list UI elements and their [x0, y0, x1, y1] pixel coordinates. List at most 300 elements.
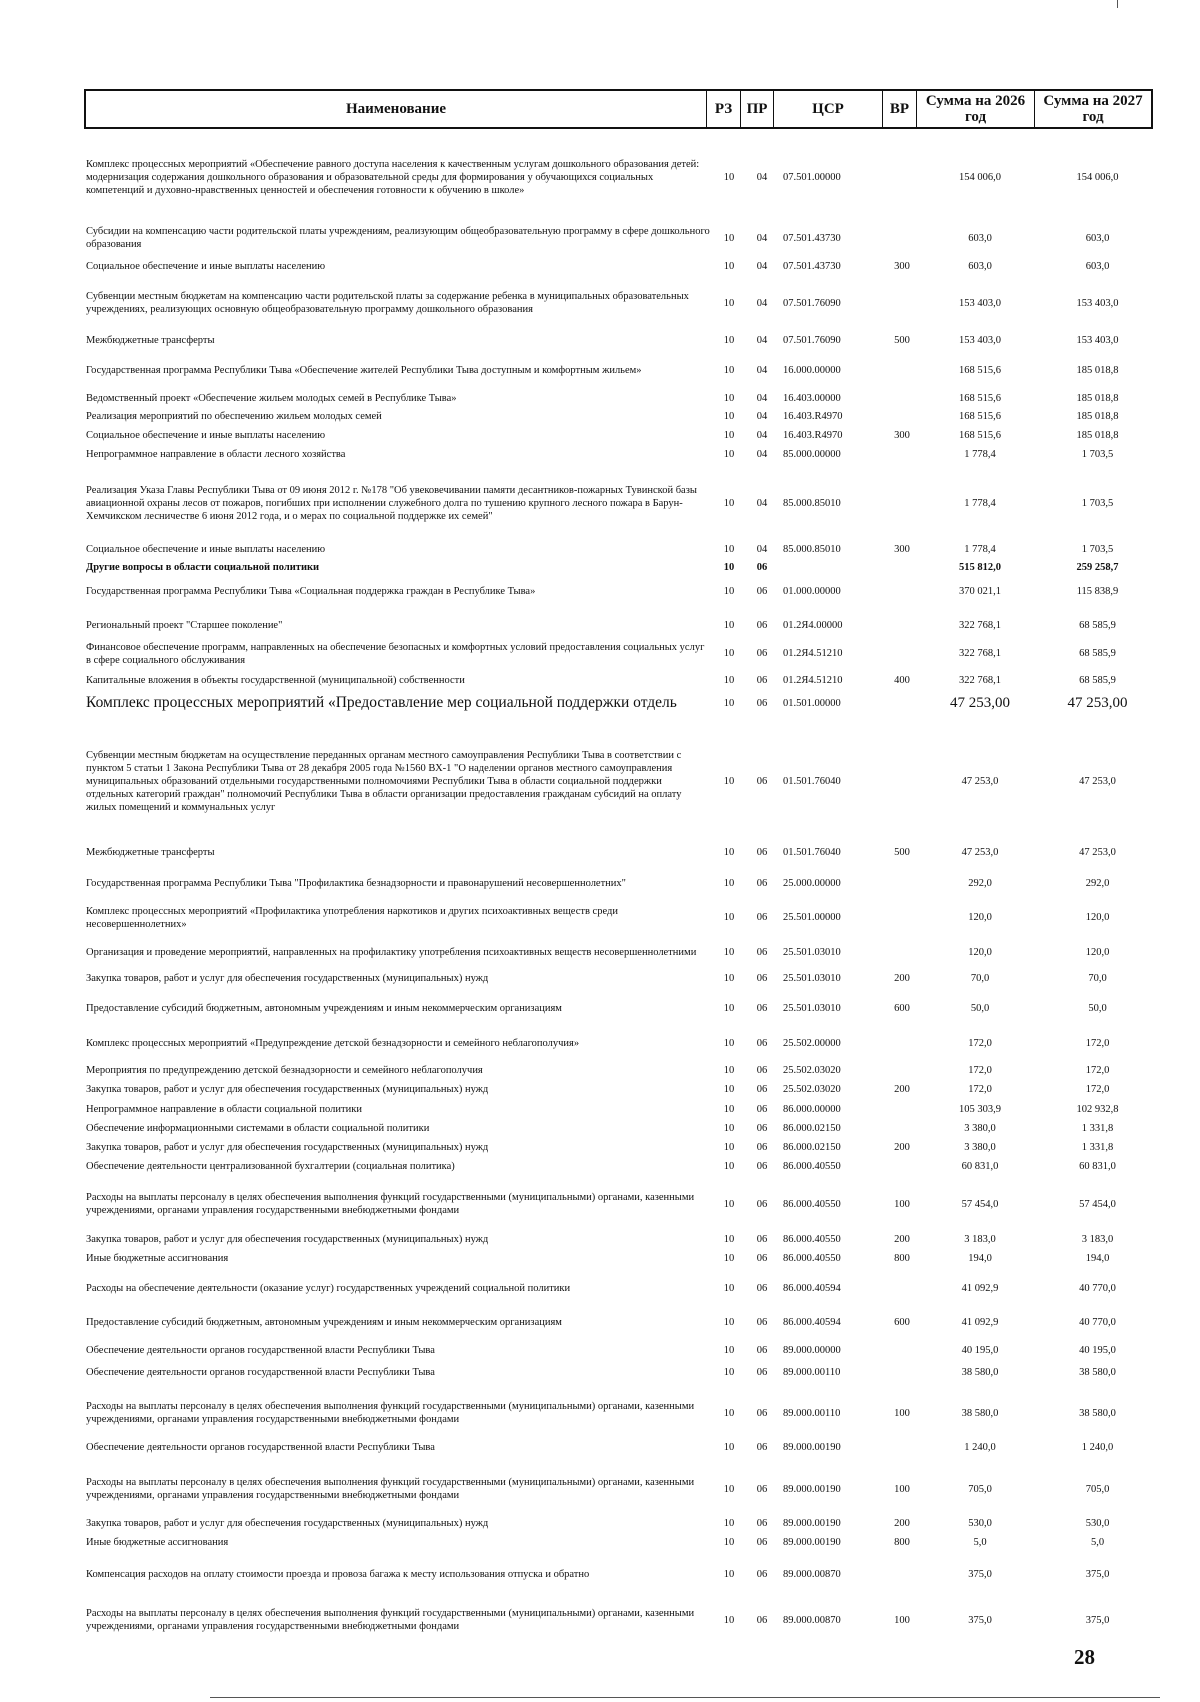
row-sum-2027: 70,0: [1088, 972, 1107, 984]
row-rz: 10: [723, 232, 735, 244]
row-rz: 10: [723, 1316, 735, 1328]
row-vr: [887, 617, 917, 633]
row-csr: 07.501.76090: [783, 334, 841, 346]
row-vr: [887, 692, 917, 714]
row-csr: 01.501.76040: [783, 846, 841, 858]
row-sum-2026: 38 580,0: [961, 1407, 999, 1419]
row-sum-2026: 1 778,4: [964, 448, 996, 460]
table-row: [0, 1342, 1200, 1358]
row-sum-2027: 185 018,8: [1076, 429, 1119, 441]
row-sum-2027: 47 253,0: [1079, 846, 1116, 858]
row-sum-2027: 530,0: [1085, 1517, 1110, 1529]
row-csr: 25.502.03020: [783, 1083, 841, 1095]
row-name: Другие вопросы в области социальной политики: [86, 561, 320, 573]
row-vr: 600: [894, 1002, 910, 1014]
row-vr: 500: [894, 334, 910, 346]
table-row: [0, 1081, 1200, 1097]
table-row: [0, 1062, 1200, 1078]
row-vr: 200: [894, 1083, 910, 1095]
row-sum-2027: 38 580,0: [1079, 1407, 1116, 1419]
row-name: Расходы на выплаты персоналу в целях обеспечения выполнения функций государственными (муниципальными) органами, казенными учреждениями, органами управления государственными внебюджетными фондами: [86, 1401, 695, 1425]
row-csr: 86.000.02150: [783, 1141, 841, 1153]
row-csr: 07.501.76090: [783, 297, 841, 309]
header-pr: ПР: [741, 91, 774, 127]
row-rz: 10: [723, 334, 735, 346]
table-row: [0, 1465, 1200, 1513]
row-rz: 10: [723, 912, 735, 923]
row-sum-2027: 375,0: [1085, 1614, 1110, 1626]
row-csr: 16.403.00000: [783, 392, 841, 404]
row-name: Расходы на обеспечение деятельности (оказание услуг) государственных учреждений социальной политики: [86, 1282, 571, 1294]
row-name: Непрограммное направление в области лесного хозяйства: [86, 448, 346, 460]
row-rz: 10: [723, 561, 735, 573]
row-rz: 10: [723, 1282, 735, 1294]
row-sum-2027: 40 770,0: [1079, 1316, 1116, 1328]
row-rz: 10: [723, 619, 735, 631]
row-csr: 89.000.00870: [783, 1569, 841, 1580]
row-pr: 06: [756, 972, 768, 984]
row-pr: 06: [756, 1517, 768, 1529]
row-csr: 89.000.00190: [783, 1483, 841, 1495]
row-pr: 06: [756, 1569, 768, 1580]
row-sum-2027: 68 585,9: [1079, 674, 1116, 686]
row-sum-2026: 47 253,00: [950, 694, 1010, 711]
row-pr: 04: [756, 365, 768, 376]
row-vr: [887, 867, 917, 900]
row-sum-2026: 57 454,0: [961, 1198, 999, 1210]
row-pr: 04: [756, 232, 768, 244]
row-vr: [887, 1062, 917, 1078]
row-vr: [887, 225, 917, 251]
scan-artifact-mark: [1117, 0, 1118, 8]
row-sum-2026: 3 183,0: [964, 1233, 996, 1245]
row-rz: 10: [723, 1483, 735, 1495]
row-pr: 04: [756, 172, 768, 183]
row-vr: [887, 1342, 917, 1358]
row-sum-2027: 50,0: [1088, 1002, 1107, 1014]
row-vr: [887, 1120, 917, 1136]
row-name: Обеспечение информационными системами в области социальной политики: [86, 1122, 430, 1134]
row-vr: [887, 902, 917, 933]
row-sum-2026: 172,0: [968, 1083, 992, 1095]
row-sum-2027: 185 018,8: [1076, 410, 1119, 422]
row-rz: 10: [723, 1103, 735, 1115]
row-pr: 06: [756, 1344, 768, 1356]
row-name: Государственная программа Республики Тыва "Профилактика безнадзорности и правонарушений несовершеннолетних": [86, 878, 626, 889]
row-name: Региональный проект "Старшее поколение": [86, 619, 283, 631]
row-csr: 25.501.03010: [783, 947, 841, 958]
row-name: Обеспечение деятельности органов государственной власти Республики Тыва: [86, 1344, 435, 1356]
row-vr: 600: [894, 1316, 910, 1328]
row-sum-2026: 40 195,0: [961, 1344, 999, 1356]
row-sum-2026: 370 021,1: [959, 585, 1001, 597]
row-name: Обеспечение деятельности централизованной бухгалтерии (социальная политика): [86, 1160, 455, 1172]
row-csr: 25.502.00000: [783, 1037, 841, 1049]
row-rz: 10: [723, 410, 735, 422]
row-csr: 89.000.00110: [783, 1407, 841, 1419]
row-pr: 06: [756, 912, 768, 923]
row-sum-2027: 120,0: [1085, 912, 1110, 923]
table-row: [0, 1596, 1200, 1644]
row-sum-2026: 38 580,0: [961, 1366, 999, 1378]
row-csr: 86.000.40550: [783, 1233, 841, 1245]
row-csr: 89.000.00190: [783, 1441, 841, 1453]
table-row: [0, 1101, 1200, 1117]
row-vr: 400: [894, 674, 910, 686]
page-number: 28: [1074, 1645, 1095, 1669]
row-sum-2027: 40 770,0: [1079, 1282, 1116, 1294]
row-name: Закупка товаров, работ и услуг для обеспечения государственных (муниципальных) нужд: [86, 1517, 489, 1529]
row-sum-2027: 47 253,00: [1067, 694, 1128, 711]
row-name: Закупка товаров, работ и услуг для обеспечения государственных (муниципальных) нужд: [86, 1083, 489, 1095]
row-rz: 10: [723, 674, 735, 686]
row-name: Обеспечение деятельности органов государственной власти Республики Тыва: [86, 1441, 435, 1453]
row-rz: 10: [723, 947, 735, 958]
row-pr: 06: [756, 1002, 768, 1014]
row-csr: 01.000.00000: [783, 585, 841, 597]
table-row: [0, 427, 1200, 443]
row-rz: 10: [723, 697, 735, 709]
row-csr: 07.501.00000: [783, 172, 841, 183]
row-vr: 100: [894, 1407, 910, 1419]
row-vr: [887, 731, 917, 832]
table-row: [0, 1180, 1200, 1228]
row-rz: 10: [723, 1366, 735, 1378]
row-csr: 01.2Я4.51210: [783, 674, 843, 686]
row-sum-2026: 322 768,1: [959, 648, 1001, 659]
table-row: [0, 1280, 1200, 1296]
row-csr: 25.501.00000: [783, 912, 841, 923]
row-vr: [887, 408, 917, 424]
table-row: [0, 1231, 1200, 1247]
row-csr: 07.501.43730: [783, 260, 841, 272]
row-rz: 10: [723, 1407, 735, 1419]
row-sum-2027: 68 585,9: [1079, 648, 1116, 659]
header-csr: ЦСР: [774, 91, 883, 127]
row-sum-2026: 70,0: [970, 972, 990, 984]
row-sum-2026: 153 403,0: [959, 334, 1001, 346]
row-sum-2027: 603,0: [1085, 260, 1110, 272]
row-csr: 86.000.40550: [783, 1160, 841, 1172]
row-sum-2026: 1 778,4: [964, 543, 996, 555]
row-name: Ведомственный проект «Обеспечение жильем молодых семей в Республике Тыва»: [86, 392, 457, 404]
row-rz: 10: [723, 543, 735, 555]
row-pr: 04: [756, 392, 768, 404]
row-sum-2027: 5,0: [1090, 1536, 1105, 1548]
row-vr: 500: [894, 846, 910, 858]
row-vr: [887, 143, 917, 212]
row-sum-2026: 292,0: [968, 878, 992, 889]
row-pr: 06: [756, 1483, 768, 1495]
row-sum-2026: 47 253,0: [961, 846, 999, 858]
row-pr: 06: [756, 1064, 768, 1076]
row-pr: 04: [756, 497, 768, 509]
row-sum-2026: 60 831,0: [961, 1160, 999, 1172]
row-name: Государственная программа Республики Тыва «Обеспечение жителей Республики Тыва доступным и комфортным жильем»: [86, 365, 642, 376]
row-rz: 10: [723, 1536, 735, 1548]
row-csr: 16.403.R4970: [783, 429, 843, 441]
row-sum-2026: 705,0: [968, 1483, 992, 1495]
row-pr: 06: [756, 1160, 768, 1172]
table-row: [0, 332, 1200, 348]
table-row: [0, 1439, 1200, 1455]
row-name: Закупка товаров, работ и услуг для обеспечения государственных (муниципальных) нужд: [86, 1233, 489, 1245]
row-vr: [887, 468, 917, 538]
table-row: [0, 1158, 1200, 1174]
row-sum-2026: 105 303,9: [959, 1103, 1001, 1115]
row-vr: 300: [894, 543, 910, 555]
row-csr: 01.501.00000: [783, 697, 841, 709]
row-sum-2026: 41 092,9: [961, 1316, 999, 1328]
row-sum-2026: 603,0: [968, 260, 992, 272]
row-rz: 10: [723, 1517, 735, 1529]
row-rz: 10: [723, 1002, 735, 1014]
row-pr: 04: [756, 334, 768, 346]
row-pr: 06: [756, 1037, 768, 1049]
row-name: Расходы на выплаты персоналу в целях обеспечения выполнения функций государственными (муниципальными) органами, казенными учреждениями, органами управления государственными внебюджетными фондами: [86, 1477, 695, 1501]
row-sum-2026: 172,0: [968, 1037, 992, 1049]
row-name: Организация и проведение мероприятий, направленных на профилактику употребления психоактивных веществ несовершеннолетними: [86, 947, 697, 958]
row-pr: 06: [756, 878, 768, 889]
row-csr: 89.000.00190: [783, 1536, 841, 1548]
row-vr: 800: [894, 1536, 910, 1548]
row-name: Межбюджетные трансферты: [86, 846, 215, 858]
row-name: Финансовое обеспечение программ, направленных на обеспечение безопасных и комфортных условий предоставления социальных услуг в сфере социального обслуживания: [86, 641, 705, 666]
row-pr: 04: [756, 543, 768, 555]
table-row: [0, 692, 1200, 714]
row-sum-2027: 603,0: [1085, 232, 1110, 244]
row-csr: 86.000.00000: [783, 1103, 841, 1115]
row-vr: [887, 390, 917, 406]
header-sum-2027: Сумма на 2027 год: [1043, 93, 1143, 125]
row-rz: 10: [723, 1614, 735, 1626]
table-row: [0, 279, 1200, 327]
row-name: Закупка товаров, работ и услуг для обеспечения государственных (муниципальных) нужд: [86, 972, 489, 984]
row-pr: 06: [756, 1316, 768, 1328]
row-sum-2026: 154 006,0: [959, 172, 1001, 183]
row-pr: 06: [756, 1366, 768, 1378]
row-sum-2026: 50,0: [970, 1002, 990, 1014]
row-pr: 06: [756, 619, 768, 631]
row-vr: 800: [894, 1252, 910, 1264]
row-csr: 86.000.40594: [783, 1282, 841, 1294]
table-row: [0, 638, 1200, 669]
table-row: [0, 390, 1200, 406]
row-csr: 01.2Я4.00000: [783, 619, 843, 631]
row-vr: [887, 583, 917, 599]
row-rz: 10: [723, 972, 735, 984]
row-rz: 10: [723, 1064, 735, 1076]
row-sum-2026: 168 515,6: [959, 429, 1001, 441]
row-sum-2026: 1 240,0: [964, 1441, 996, 1453]
row-sum-2027: 153 403,0: [1076, 297, 1119, 309]
row-sum-2026: 47 253,0: [961, 776, 999, 787]
row-pr: 06: [756, 1614, 768, 1626]
table-row: [0, 1139, 1200, 1155]
row-csr: 25.502.03020: [783, 1064, 841, 1076]
row-csr: 89.000.00870: [783, 1614, 841, 1626]
row-sum-2026: 375,0: [968, 1614, 992, 1626]
row-sum-2026: 41 092,9: [961, 1282, 999, 1294]
row-sum-2027: 292,0: [1085, 878, 1110, 889]
row-pr: 06: [756, 1083, 768, 1095]
row-sum-2027: 705,0: [1085, 1483, 1110, 1495]
header-rz: РЗ: [707, 91, 741, 127]
row-pr: 06: [756, 1198, 768, 1210]
row-pr: 06: [756, 1407, 768, 1419]
row-sum-2027: 172,0: [1085, 1064, 1110, 1076]
row-sum-2026: 120,0: [968, 947, 992, 958]
row-sum-2027: 47 253,0: [1079, 776, 1116, 787]
row-name: Социальное обеспечение и иные выплаты населению: [86, 260, 326, 272]
row-vr: 200: [894, 1233, 910, 1245]
row-vr: 200: [894, 1517, 910, 1529]
row-pr: 06: [756, 1141, 768, 1153]
row-sum-2027: 153 403,0: [1076, 334, 1119, 346]
table-row: [0, 446, 1200, 462]
row-name: Капитальные вложения в объекты государственной (муниципальной) собственности: [86, 674, 465, 686]
row-vr: [887, 937, 917, 968]
table-row: [0, 937, 1200, 968]
row-rz: 10: [723, 648, 735, 659]
row-sum-2026: 194,0: [968, 1252, 992, 1264]
row-name: Иные бюджетные ассигнования: [86, 1252, 229, 1264]
row-name: Расходы на выплаты персоналу в целях обеспечения выполнения функций государственными (муниципальными) органами, казенными учреждениями, органами управления государственными внебюджетными фондами: [86, 1192, 695, 1216]
row-vr: 300: [894, 260, 910, 272]
row-vr: 100: [894, 1198, 910, 1210]
row-name: Субвенции местным бюджетам на осуществление переданных органам местного самоуправления Республики Тыва в соответствии с пунктом 5 статьи 1 Закона Республики Тыва от 28 декабря 2005 года №1560 ВХ-1 "О наделении органов местного самоуправления муниципальных образований отдельными государственными полномочиями Республики Тыва в области социальной поддержки отдельных категорий граждан" полномочий Республики Тыва в области организации предоставления гражданам субсидий на оплату жилых помещений и коммунальных услуг: [86, 750, 682, 813]
table-row: [0, 225, 1200, 251]
row-csr: [783, 559, 893, 575]
table-row: [0, 672, 1200, 688]
row-sum-2026: 153 403,0: [959, 297, 1001, 309]
row-pr: 06: [756, 1103, 768, 1115]
row-csr: 85.000.00000: [783, 448, 841, 460]
row-sum-2027: 185 018,8: [1076, 392, 1119, 404]
row-csr: 01.2Я4.51210: [783, 648, 843, 659]
row-vr: 100: [894, 1483, 910, 1495]
row-name: Обеспечение деятельности органов государственной власти Республики Тыва: [86, 1366, 435, 1378]
row-sum-2026: 530,0: [968, 1517, 992, 1529]
row-sum-2026: 3 380,0: [964, 1122, 996, 1134]
row-vr: [887, 1364, 917, 1380]
row-pr: 06: [756, 561, 768, 573]
row-rz: 10: [723, 1122, 735, 1134]
row-sum-2027: 259 258,7: [1076, 561, 1119, 573]
row-pr: 06: [756, 1233, 768, 1245]
row-sum-2027: 185 018,8: [1076, 365, 1119, 376]
row-name: Расходы на выплаты персоналу в целях обеспечения выполнения функций государственными (муниципальными) органами, казенными учреждениями, органами управления государственными внебюджетными фондами: [86, 1608, 695, 1632]
table-row: [0, 468, 1200, 538]
table-row: [0, 1558, 1200, 1591]
table-row: [0, 970, 1200, 986]
table-row: [0, 408, 1200, 424]
row-sum-2027: 120,0: [1085, 947, 1110, 958]
row-rz: 10: [723, 585, 735, 597]
row-pr: 04: [756, 429, 768, 441]
row-pr: 04: [756, 410, 768, 422]
row-sum-2027: 60 831,0: [1079, 1160, 1116, 1172]
row-rz: 10: [723, 1141, 735, 1153]
row-name: Предоставление субсидий бюджетным, автономным учреждениям и иным некоммерческим организациям: [86, 1316, 562, 1328]
row-sum-2027: 172,0: [1085, 1083, 1110, 1095]
row-rz: 10: [723, 392, 735, 404]
row-vr: [887, 638, 917, 669]
row-sum-2027: 57 454,0: [1079, 1198, 1116, 1210]
row-pr: 06: [756, 1252, 768, 1264]
row-csr: 86.000.02150: [783, 1122, 841, 1134]
row-rz: 10: [723, 297, 735, 309]
table-row: [0, 867, 1200, 900]
row-sum-2027: 1 703,5: [1081, 543, 1114, 555]
table-row: [0, 1250, 1200, 1266]
row-pr: 06: [756, 1536, 768, 1548]
row-sum-2027: 1 703,5: [1081, 448, 1114, 460]
row-vr: [887, 1101, 917, 1117]
row-csr: 25.501.03010: [783, 1002, 841, 1014]
row-vr: 100: [894, 1614, 910, 1626]
header-vr: ВР: [883, 91, 917, 127]
row-rz: 10: [723, 448, 735, 460]
row-name: Межбюджетные трансферты: [86, 334, 215, 346]
table-row: [0, 1314, 1200, 1330]
row-vr: [887, 1280, 917, 1296]
row-csr: 16.000.00000: [783, 365, 841, 376]
table-row: [0, 1515, 1200, 1531]
header-sum-2026: Сумма на 2026 год: [917, 91, 1035, 127]
row-pr: 06: [756, 1441, 768, 1453]
row-sum-2026: 168 515,6: [959, 392, 1001, 404]
table-row: [0, 617, 1200, 633]
row-sum-2027: 172,0: [1085, 1037, 1110, 1049]
row-csr: 86.000.40550: [783, 1198, 841, 1210]
row-sum-2027: 115 838,9: [1076, 585, 1119, 597]
table-row: [0, 1364, 1200, 1380]
row-csr: 85.000.85010: [783, 543, 841, 555]
table-row: [0, 1389, 1200, 1437]
table-row: [0, 143, 1200, 212]
row-sum-2027: 1 331,8: [1081, 1122, 1114, 1134]
row-csr: 89.000.00110: [783, 1366, 841, 1378]
row-sum-2027: 68 585,9: [1079, 619, 1116, 631]
row-vr: [887, 446, 917, 462]
row-rz: 10: [723, 776, 735, 787]
row-name: Закупка товаров, работ и услуг для обеспечения государственных (муниципальных) нужд: [86, 1141, 489, 1153]
row-pr: 04: [756, 297, 768, 309]
row-sum-2026: 322 768,1: [959, 619, 1001, 631]
row-csr: 89.000.00190: [783, 1517, 841, 1529]
row-sum-2026: 322 768,1: [959, 674, 1001, 686]
row-sum-2026: 172,0: [968, 1064, 992, 1076]
row-name: Государственная программа Республики Тыва «Социальная поддержка граждан в Республике Тыва»: [86, 585, 536, 597]
row-name: Социальное обеспечение и иные выплаты населению: [86, 429, 326, 441]
table-row: [0, 259, 1200, 273]
row-name: Социальное обеспечение и иные выплаты населению: [86, 543, 326, 555]
row-pr: 04: [756, 448, 768, 460]
table-row: [0, 1000, 1200, 1016]
row-rz: 10: [723, 1233, 735, 1245]
row-name: Субсидии на компенсацию части родительской платы учреждениям, реализующим общеобразовательную программу в сфере дошкольного образования: [86, 226, 710, 250]
table-row: [0, 1035, 1200, 1051]
table-row: [0, 354, 1200, 387]
row-sum-2027: 1 703,5: [1081, 497, 1114, 509]
table-row: [0, 583, 1200, 599]
row-name: Комплекс процессных мероприятий «Обеспечение равного доступа населения к качественным услугам дошкольного образования детей: модернизация содержания дошкольного образования и образовательной среды для формирования у обучающихся социальных компетенций и духовно-нравственных ценностей и обеспечения готовности к обучению в школе»: [86, 159, 700, 196]
row-sum-2027: 40 195,0: [1079, 1344, 1116, 1356]
row-name: Компенсация расходов на оплату стоимости проезда и провоза багажа к месту использования отпуска и обратно: [86, 1569, 590, 1580]
row-vr: [887, 1035, 917, 1051]
row-csr: 25.000.00000: [783, 878, 841, 889]
